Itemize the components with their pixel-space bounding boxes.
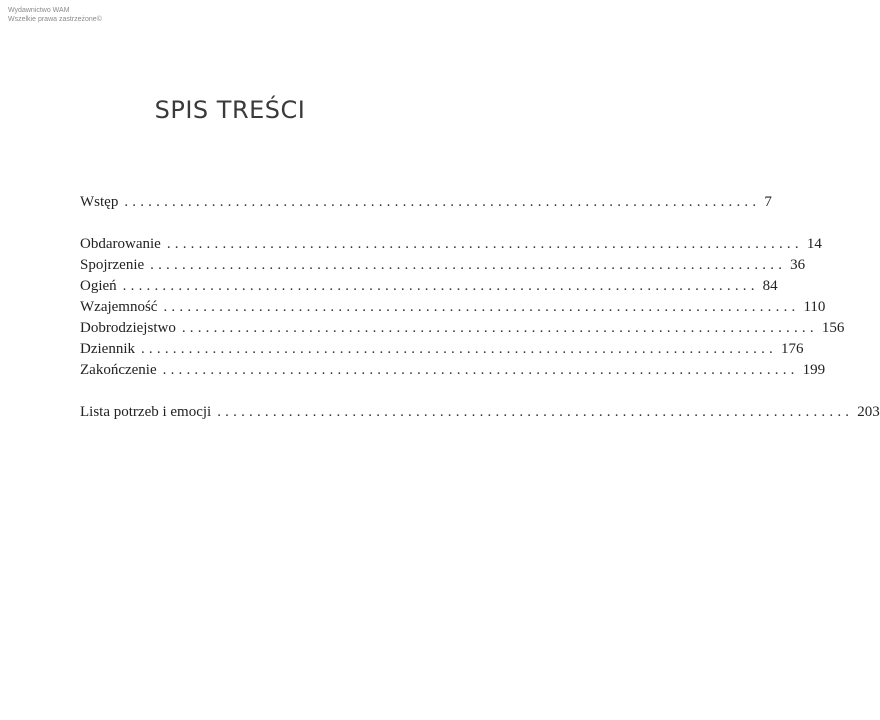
dot-leader: ................................................................................: [162, 362, 799, 378]
toc-entry-dziennik: [80, 339, 804, 360]
toc-entry-page: 36: [790, 257, 806, 273]
toc-entry-zakonczenie: [80, 360, 826, 381]
toc-entry-label: Obdarowanie: [80, 236, 161, 252]
toc-entry-page: 203: [857, 404, 880, 420]
toc-entry-wzajemnosc: [80, 297, 826, 318]
toc-entry-label: Spojrzenie: [80, 257, 145, 273]
toc-entry-page: 176: [780, 341, 804, 357]
table-of-contents: [80, 192, 880, 423]
toc-entry-page: 156: [821, 320, 845, 336]
toc-entry-label: Dobrodziejstwo: [80, 320, 176, 336]
watermark-publisher: Wydawnictwo WAM: [8, 7, 70, 14]
dot-leader: ................................................................................: [122, 278, 759, 294]
page-title: SPIS TREŚCI: [154, 96, 306, 124]
dot-leader: ................................................................................: [166, 236, 803, 252]
watermark: [8, 6, 102, 24]
toc-entry-dobrodziejstwo: [80, 318, 845, 339]
toc-entry-label: Wzajemność: [80, 299, 158, 315]
dot-leader: ................................................................................: [124, 194, 761, 210]
dot-leader: ................................................................................: [217, 404, 854, 420]
toc-entry-lista-potrzeb: [80, 402, 880, 423]
toc-entry-page: 84: [762, 278, 778, 294]
toc-entry-page: 110: [803, 299, 826, 315]
dot-leader: ................................................................................: [163, 299, 800, 315]
toc-entry-ogien: [80, 276, 778, 297]
dot-leader: ................................................................................: [181, 320, 818, 336]
toc-entry-page: 199: [802, 362, 826, 378]
toc-entry-label: Zakończenie: [80, 362, 157, 378]
dot-leader: ................................................................................: [150, 257, 787, 273]
dot-leader: ................................................................................: [140, 341, 777, 357]
toc-entry-label: Ogień: [80, 278, 117, 294]
toc-entry-spojrzenie: [80, 255, 806, 276]
toc-entry-page: 7: [764, 194, 772, 210]
watermark-rights: Wszelkie prawa zastrzeżone©: [8, 16, 102, 23]
toc-entry-label: Lista potrzeb i emocji: [80, 404, 212, 420]
toc-entry-page: 14: [806, 236, 822, 252]
toc-entry-obdarowanie: [80, 234, 822, 255]
toc-entry-label: Wstęp: [80, 194, 119, 210]
toc-entry-label: Dziennik: [80, 341, 135, 357]
toc-entry-wstep: [80, 192, 772, 213]
